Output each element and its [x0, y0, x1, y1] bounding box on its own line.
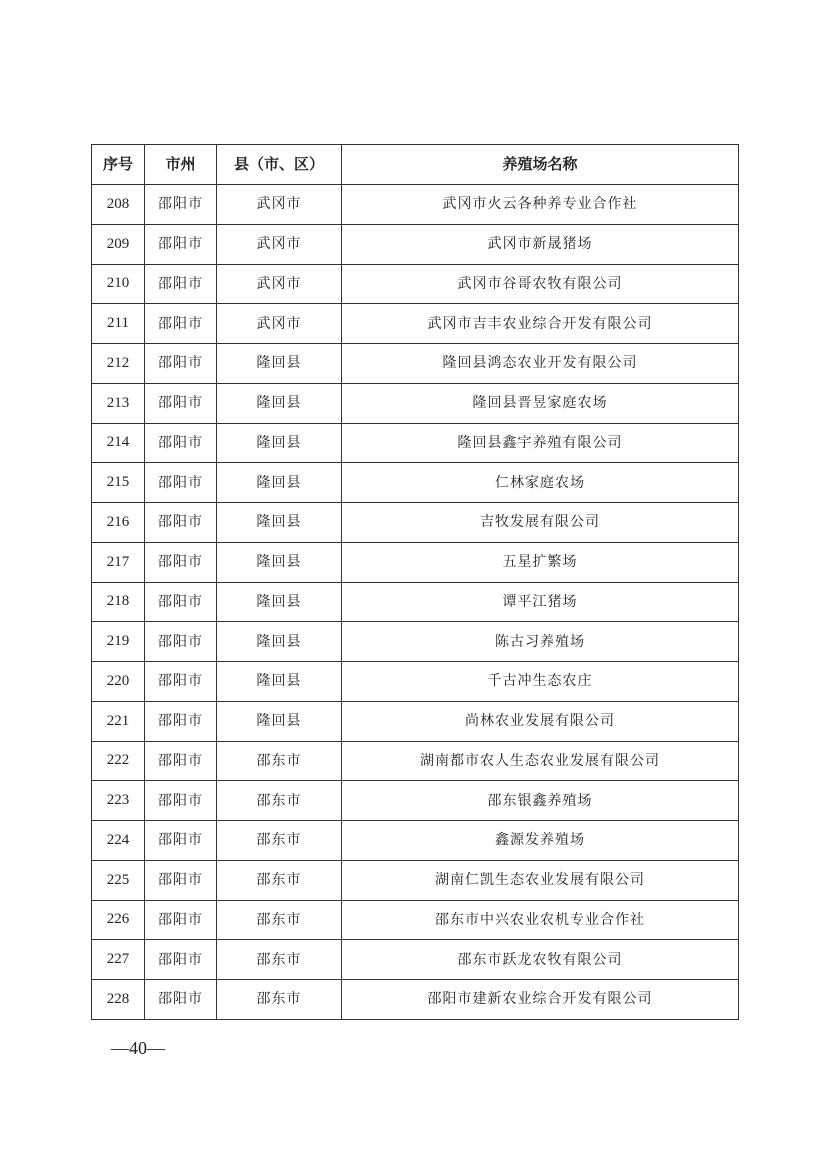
cell-city: 邵阳市	[145, 781, 217, 821]
cell-farm-name: 隆回县鸿态农业开发有限公司	[342, 344, 739, 384]
table-body	[92, 185, 739, 1020]
cell-county: 武冈市	[217, 224, 342, 264]
cell-serial-number: 210	[92, 264, 145, 304]
cell-serial-number: 219	[92, 622, 145, 662]
cell-city: 邵阳市	[145, 304, 217, 344]
table-row	[92, 741, 739, 781]
table-row	[92, 622, 739, 662]
cell-city: 邵阳市	[145, 503, 217, 543]
cell-farm-name: 鑫源发养殖场	[342, 821, 739, 861]
cell-city: 邵阳市	[145, 383, 217, 423]
table-row	[92, 185, 739, 225]
cell-city: 邵阳市	[145, 264, 217, 304]
cell-city: 邵阳市	[145, 821, 217, 861]
farm-list-table	[91, 144, 739, 1020]
cell-city: 邵阳市	[145, 582, 217, 622]
header-farm-name: 养殖场名称	[342, 145, 739, 185]
cell-city: 邵阳市	[145, 741, 217, 781]
cell-county: 隆回县	[217, 344, 342, 384]
cell-farm-name: 谭平江猪场	[342, 582, 739, 622]
cell-farm-name: 武冈市火云各种养专业合作社	[342, 185, 739, 225]
table-row	[92, 423, 739, 463]
cell-serial-number: 222	[92, 741, 145, 781]
cell-county: 隆回县	[217, 542, 342, 582]
table-row	[92, 662, 739, 702]
cell-farm-name: 隆回县晋昱家庭农场	[342, 383, 739, 423]
cell-county: 隆回县	[217, 622, 342, 662]
cell-serial-number: 215	[92, 463, 145, 503]
cell-county: 隆回县	[217, 582, 342, 622]
header-county: 县（市、区）	[217, 145, 342, 185]
table-row	[92, 821, 739, 861]
cell-farm-name: 邵东市中兴农业农机专业合作社	[342, 900, 739, 940]
cell-county: 邵东市	[217, 741, 342, 781]
table-row	[92, 940, 739, 980]
table-row	[92, 701, 739, 741]
table-row	[92, 582, 739, 622]
cell-county: 隆回县	[217, 503, 342, 543]
cell-farm-name: 邵东银鑫养殖场	[342, 781, 739, 821]
cell-county: 武冈市	[217, 264, 342, 304]
cell-serial-number: 214	[92, 423, 145, 463]
table-row	[92, 463, 739, 503]
table-row	[92, 980, 739, 1020]
cell-farm-name: 五星扩繁场	[342, 542, 739, 582]
table-row	[92, 383, 739, 423]
cell-city: 邵阳市	[145, 423, 217, 463]
cell-farm-name: 武冈市吉丰农业综合开发有限公司	[342, 304, 739, 344]
cell-city: 邵阳市	[145, 622, 217, 662]
cell-serial-number: 228	[92, 980, 145, 1020]
table-row	[92, 264, 739, 304]
cell-serial-number: 216	[92, 503, 145, 543]
cell-farm-name: 武冈市谷哥农牧有限公司	[342, 264, 739, 304]
cell-city: 邵阳市	[145, 224, 217, 264]
cell-serial-number: 212	[92, 344, 145, 384]
cell-serial-number: 226	[92, 900, 145, 940]
cell-farm-name: 武冈市新晟猪场	[342, 224, 739, 264]
table-row	[92, 224, 739, 264]
cell-farm-name: 邵阳市建新农业综合开发有限公司	[342, 980, 739, 1020]
cell-city: 邵阳市	[145, 860, 217, 900]
cell-county: 武冈市	[217, 185, 342, 225]
cell-county: 邵东市	[217, 781, 342, 821]
cell-city: 邵阳市	[145, 463, 217, 503]
cell-city: 邵阳市	[145, 980, 217, 1020]
cell-serial-number: 220	[92, 662, 145, 702]
cell-serial-number: 217	[92, 542, 145, 582]
table-row	[92, 860, 739, 900]
header-serial-number: 序号	[92, 145, 145, 185]
table-row	[92, 503, 739, 543]
cell-serial-number: 213	[92, 383, 145, 423]
cell-farm-name: 千古冲生态农庄	[342, 662, 739, 702]
cell-farm-name: 湖南都市农人生态农业发展有限公司	[342, 741, 739, 781]
cell-serial-number: 211	[92, 304, 145, 344]
cell-farm-name: 尚林农业发展有限公司	[342, 701, 739, 741]
cell-serial-number: 227	[92, 940, 145, 980]
cell-farm-name: 隆回县鑫宇养殖有限公司	[342, 423, 739, 463]
cell-county: 隆回县	[217, 662, 342, 702]
table-row	[92, 542, 739, 582]
table-row	[92, 781, 739, 821]
cell-serial-number: 208	[92, 185, 145, 225]
cell-city: 邵阳市	[145, 542, 217, 582]
cell-farm-name: 湖南仁凯生态农业发展有限公司	[342, 860, 739, 900]
cell-city: 邵阳市	[145, 185, 217, 225]
cell-farm-name: 吉牧发展有限公司	[342, 503, 739, 543]
cell-county: 邵东市	[217, 900, 342, 940]
cell-serial-number: 225	[92, 860, 145, 900]
cell-county: 邵东市	[217, 821, 342, 861]
table-row	[92, 344, 739, 384]
cell-serial-number: 209	[92, 224, 145, 264]
cell-city: 邵阳市	[145, 940, 217, 980]
table-row	[92, 304, 739, 344]
cell-farm-name: 陈古习养殖场	[342, 622, 739, 662]
table-header	[92, 145, 739, 185]
cell-county: 隆回县	[217, 701, 342, 741]
cell-serial-number: 218	[92, 582, 145, 622]
cell-county: 邵东市	[217, 860, 342, 900]
cell-county: 隆回县	[217, 423, 342, 463]
cell-county: 隆回县	[217, 463, 342, 503]
cell-county: 武冈市	[217, 304, 342, 344]
cell-city: 邵阳市	[145, 701, 217, 741]
cell-serial-number: 223	[92, 781, 145, 821]
cell-county: 邵东市	[217, 940, 342, 980]
cell-city: 邵阳市	[145, 900, 217, 940]
cell-county: 邵东市	[217, 980, 342, 1020]
table-row	[92, 900, 739, 940]
cell-serial-number: 224	[92, 821, 145, 861]
cell-county: 隆回县	[217, 383, 342, 423]
cell-farm-name: 仁林家庭农场	[342, 463, 739, 503]
page-number: —40—	[111, 1038, 165, 1058]
cell-serial-number: 221	[92, 701, 145, 741]
header-row	[92, 145, 739, 185]
header-city: 市州	[145, 145, 217, 185]
cell-farm-name: 邵东市跃龙农牧有限公司	[342, 940, 739, 980]
cell-city: 邵阳市	[145, 344, 217, 384]
cell-city: 邵阳市	[145, 662, 217, 702]
farm-list-table-wrapper	[91, 144, 738, 1020]
